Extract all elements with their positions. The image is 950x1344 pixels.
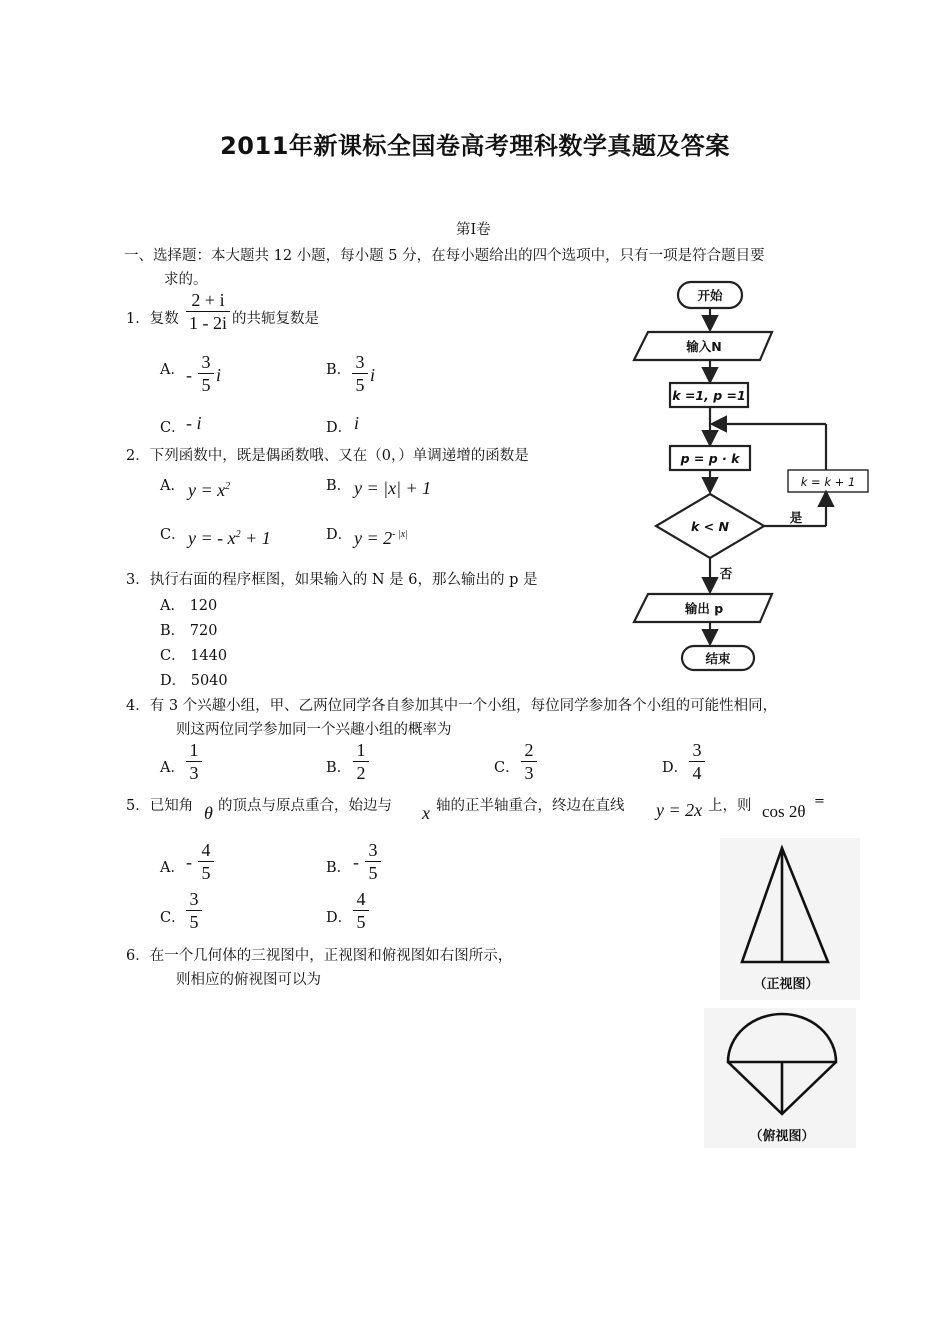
- q2-option-b-label: B．: [326, 478, 352, 494]
- q1-option-a-sign: -: [186, 365, 192, 385]
- q4-line1: 4．有 3 个兴趣小组，甲、乙两位同学各自参加其中一个小组，每位同学参加各个小组的可能性相同，: [126, 698, 778, 714]
- flow-no-label: 否: [719, 566, 733, 581]
- q1-option-d-value: i: [354, 413, 360, 433]
- q5-c-den: 5: [189, 912, 199, 932]
- q4-a-den: 3: [189, 763, 199, 783]
- q3-text: 3．执行右面的程序框图，如果输入的 N 是 6，那么输出的 p 是: [126, 572, 538, 588]
- q2-option-a: [188, 480, 230, 501]
- q2-a-main: y = x: [188, 480, 226, 500]
- instructions-line2: 求的。: [164, 272, 208, 288]
- q2-option-d-label: D．: [326, 527, 353, 543]
- q1-numerator: 2 + i: [191, 290, 225, 310]
- q2-c-sup: 2: [235, 529, 241, 540]
- q2-a-sup: 2: [225, 481, 231, 492]
- q4-d-den: 4: [692, 763, 702, 783]
- q1-denominator: 1 - 2i: [189, 313, 227, 333]
- q3-option-b: B． 720: [160, 623, 218, 639]
- q4-option-c-frac: [521, 740, 537, 783]
- q5-option-a-label: A．: [160, 860, 185, 876]
- q4-a-num: 1: [189, 740, 199, 760]
- q5-option-b-frac: [365, 840, 381, 883]
- top-view-figure: [704, 1008, 856, 1148]
- q1-option-d-label: D．: [326, 420, 353, 436]
- q4-option-d-label: D．: [662, 760, 689, 776]
- q4-option-a-frac: [186, 740, 202, 783]
- flow-start-label: 开始: [697, 288, 723, 303]
- page-title: 2011年新课标全国卷高考理科数学真题及答案: [220, 132, 730, 160]
- q5-option-c-label: C．: [160, 910, 186, 926]
- q5-d-den: 5: [356, 912, 366, 932]
- q1-b-num: 3: [355, 352, 365, 372]
- q5-part1: 5．已知角: [126, 798, 194, 814]
- q5-option-b-label: B．: [326, 860, 352, 876]
- q5-b-den: 5: [368, 863, 378, 883]
- q5-x-var: x: [422, 803, 430, 823]
- q4-c-den: 3: [524, 763, 534, 783]
- q5-part3: 轴的正半轴重合，终边在直线: [436, 798, 625, 814]
- q3-option-d: D． 5040: [160, 673, 228, 689]
- q5-option-c-frac: [186, 889, 202, 932]
- flow-process-label: p = p · k: [680, 451, 740, 466]
- q4-option-d-frac: [689, 740, 705, 783]
- flow-init-label: k =1, p =1: [672, 388, 746, 403]
- q4-d-num: 3: [692, 740, 702, 760]
- q5-part2: 的顶点与原点重合，始边与: [218, 798, 392, 814]
- q5-line-equation: y = 2x: [656, 800, 703, 820]
- q2-option-b: y = |x| + 1: [354, 478, 432, 498]
- q3-option-c: C． 1440: [160, 648, 228, 664]
- q4-option-b-frac: [353, 740, 369, 783]
- q2-d-sup: - |x|: [392, 529, 408, 540]
- q4-option-a-label: A．: [160, 760, 185, 776]
- front-view-caption: （正视图）: [753, 977, 819, 992]
- q2-option-c: [188, 528, 271, 549]
- q2-c-pre: y = - x: [188, 528, 236, 548]
- flow-input-label: 输入N: [686, 339, 722, 354]
- q2-text: 2．下列函数中，既是偶函数哦、又在（0，）单调递增的函数是: [126, 448, 529, 464]
- q5-equals: =: [814, 794, 825, 809]
- q4-b-num: 1: [356, 740, 366, 760]
- q1-b-den: 5: [355, 375, 365, 395]
- flow-output-label: 输出 p: [684, 601, 724, 616]
- flow-end-label: 结束: [705, 651, 731, 666]
- q5-b-sign: -: [353, 852, 359, 872]
- q5-d-num: 4: [356, 889, 366, 909]
- q1-option-a-frac: [198, 352, 214, 395]
- q2-option-c-label: C．: [160, 527, 186, 543]
- q2-option-a-label: A．: [160, 478, 185, 494]
- q4-b-den: 2: [356, 763, 366, 783]
- front-view-figure: [720, 838, 860, 1000]
- q2-option-d: [354, 528, 408, 549]
- q5-option-d-label: D．: [326, 910, 353, 926]
- q1-a-num: 3: [201, 352, 211, 372]
- q5-option-a-frac: [198, 840, 214, 883]
- q5-part4: 上，则: [708, 798, 752, 814]
- flow-yes-label: 是: [789, 510, 803, 525]
- q1-a-var: i: [216, 365, 222, 385]
- flow-condition-label: k < N: [691, 519, 729, 534]
- q4-option-b-label: B．: [326, 760, 352, 776]
- q5-c-num: 3: [189, 889, 199, 909]
- q4-line2: 则这两位同学参加同一个兴趣小组的概率为: [176, 722, 452, 738]
- q2-c-post: + 1: [240, 528, 271, 548]
- q5-a-den: 5: [201, 863, 211, 883]
- q1-option-c-label: C．: [160, 420, 186, 436]
- q4-option-c-label: C．: [494, 760, 520, 776]
- instructions-line1: 一、选择题：本大题共 12 小题，每小题 5 分，在每小题给出的四个选项中，只有一项是符合题目要: [124, 248, 765, 264]
- flowchart: [626, 276, 888, 676]
- q5-option-d-frac: [353, 889, 369, 932]
- flow-increment-label: k = k + 1: [800, 475, 856, 489]
- q5-theta: θ: [204, 803, 213, 823]
- q5-b-num: 3: [368, 840, 378, 860]
- q3-option-a: A． 120: [160, 598, 218, 614]
- q1-option-c-value: - i: [186, 413, 202, 433]
- q5-a-num: 4: [201, 840, 211, 860]
- q4-c-num: 2: [524, 740, 534, 760]
- q5-a-sign: -: [186, 852, 192, 872]
- q1-prefix: 1．复数: [126, 311, 179, 327]
- q6-line1: 6．在一个几何体的三视图中，正视图和俯视图如右图所示，: [126, 948, 513, 964]
- q1-a-den: 5: [201, 375, 211, 395]
- q5-cos-expression: cos 2θ: [762, 802, 806, 821]
- q1-option-b-frac: [352, 352, 368, 395]
- q1-fraction: [186, 290, 230, 333]
- q6-line2: 则相应的俯视图可以为: [176, 972, 321, 988]
- q1-suffix: 的共轭复数是: [232, 311, 319, 327]
- q1-option-b-label: B．: [326, 362, 352, 378]
- q1-b-var: i: [370, 365, 376, 385]
- q2-d-main: y = 2: [354, 528, 393, 548]
- q1-option-a-label: A．: [160, 362, 185, 378]
- section-label: 第Ⅰ卷: [456, 222, 491, 238]
- top-view-caption: （俯视图）: [749, 1129, 815, 1144]
